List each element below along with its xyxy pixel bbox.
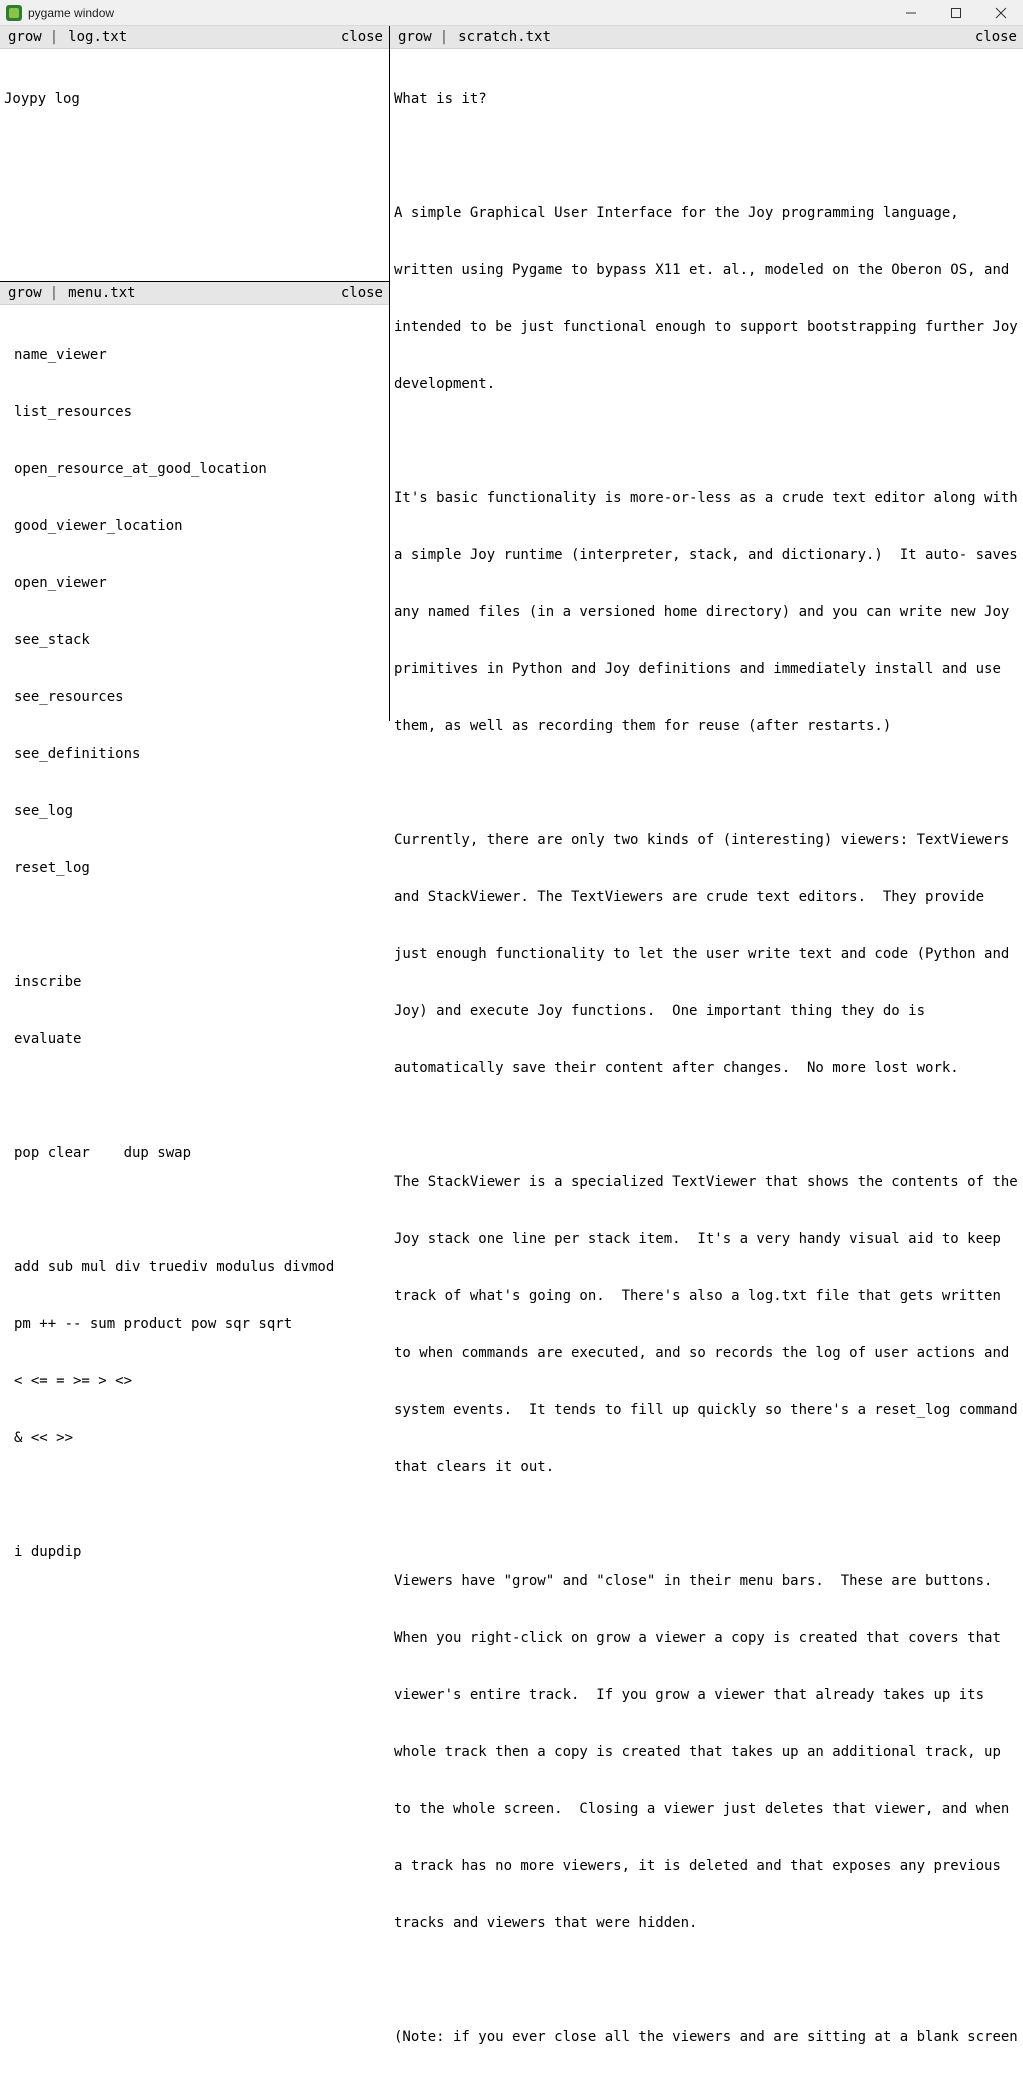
scratch-line: any named files (in a versioned home directory) and you can write new Joy — [394, 604, 1010, 620]
scratch-line: (Note: if you ever close all the viewers and are sitting at a blank screen — [394, 2029, 1018, 2045]
scratch-line: them, as well as recording them for reuse (after restarts.) — [394, 718, 892, 734]
grow-button-scratch[interactable]: grow — [398, 29, 432, 45]
scratch-line: tracks and viewers that were hidden. — [394, 1915, 698, 1931]
scratch-line: viewer's entire track. If you grow a viewer that already takes up its — [394, 1687, 985, 1703]
menu-separator-scratch: | — [439, 29, 449, 45]
viewer-log[interactable] — [0, 26, 389, 282]
menu-blank-line — [14, 1087, 385, 1106]
scratch-line: just enough functionality to let the user write text and code (Python and — [394, 946, 1010, 962]
viewer-scratch-body[interactable] — [390, 49, 1023, 2085]
menu-command-combinators[interactable]: i dupdip — [14, 1544, 82, 1560]
viewer-log-menubar[interactable] — [0, 26, 389, 49]
viewer-menu-body[interactable] — [0, 305, 389, 1600]
viewer-menu[interactable] — [0, 282, 389, 1560]
scratch-blank-line — [394, 774, 1019, 793]
scratch-line: Joy stack one line per stack item. It's a very handy visual aid to keep — [394, 1231, 1001, 1247]
menu-command-name-viewer[interactable]: name_viewer — [14, 347, 107, 363]
window-controls — [888, 0, 1023, 25]
menu-command-open-resource-at-good-location[interactable]: open_resource_at_good_location — [14, 461, 267, 477]
scratch-line: to the whole screen. Closing a viewer just deletes that viewer, and when — [394, 1801, 1010, 1817]
menu-command-math-ops-2[interactable]: pm ++ -- sum product pow sqr sqrt — [14, 1316, 293, 1332]
menu-blank-line — [14, 1486, 385, 1505]
scratch-line: a track has no more viewers, it is deleted and that exposes any previous — [394, 1858, 1001, 1874]
scratch-line: Currently, there are only two kinds of (interesting) viewers: TextViewers — [394, 832, 1010, 848]
scratch-line: What is it? — [394, 91, 487, 107]
scratch-line: and StackViewer. The TextViewers are crude text editors. They provide — [394, 889, 985, 905]
close-icon[interactable] — [978, 0, 1023, 25]
scratch-line: written using Pygame to bypass X11 et. al., modeled on the Oberon OS, and — [394, 262, 1010, 278]
scratch-blank-line — [394, 1116, 1019, 1135]
grow-button-menu[interactable]: grow — [8, 285, 42, 301]
scratch-line: The StackViewer is a specialized TextViewer that shows the contents of the — [394, 1174, 1018, 1190]
scratch-line: automatically save their content after changes. No more lost work. — [394, 1060, 959, 1076]
scratch-line: to when commands are executed, and so records the log of user actions and — [394, 1345, 1010, 1361]
track-divider-horizontal — [0, 281, 389, 282]
scratch-line: that clears it out. — [394, 1459, 555, 1475]
scratch-line: intended to be just functional enough to support bootstrapping further Joy — [394, 319, 1018, 335]
scratch-blank-line — [394, 1515, 1019, 1534]
scratch-line: a simple Joy runtime (interpreter, stack, and dictionary.) It auto- saves — [394, 547, 1018, 563]
close-button-log[interactable]: close — [340, 29, 383, 45]
grow-button-log[interactable]: grow — [8, 29, 42, 45]
scratch-line: development. — [394, 376, 496, 392]
close-button-scratch[interactable]: close — [974, 29, 1017, 45]
scratch-line: Joy) and execute Joy functions. One important thing they do is — [394, 1003, 926, 1019]
viewer-scratch-filename: scratch.txt — [458, 29, 551, 45]
menu-separator-log: | — [49, 29, 59, 45]
viewer-menu-filename: menu.txt — [68, 285, 136, 301]
scratch-blank-line — [394, 432, 1019, 451]
viewer-log-body[interactable] — [0, 49, 389, 147]
scratch-line: When you right-click on grow a viewer a copy is created that covers that — [394, 1630, 1001, 1646]
menu-blank-line — [14, 1201, 385, 1220]
menu-command-good-viewer-location[interactable]: good_viewer_location — [14, 518, 183, 534]
menu-separator-menu: | — [49, 285, 59, 301]
scratch-line: whole track then a copy is created that takes up an additional track, up — [394, 1744, 1001, 1760]
menu-command-see-stack[interactable]: see_stack — [14, 632, 90, 648]
viewer-log-filename: log.txt — [68, 29, 128, 45]
scratch-line: Viewers have "grow" and "close" in their menu bars. These are buttons. — [394, 1573, 993, 1589]
close-button-menu[interactable]: close — [340, 285, 383, 301]
menu-command-see-resources[interactable]: see_resources — [14, 689, 124, 705]
menu-command-see-log[interactable]: see_log — [14, 803, 74, 819]
menu-command-math-ops[interactable]: add sub mul div truediv modulus divmod — [14, 1259, 335, 1275]
menu-command-inscribe[interactable]: inscribe — [14, 974, 82, 990]
scratch-line: primitives in Python and Joy definitions and immediately install and use — [394, 661, 1001, 677]
menu-command-comparison-ops[interactable]: < <= = >= > <> — [14, 1373, 133, 1389]
pygame-surface[interactable] — [0, 26, 1023, 2045]
scratch-line: system events. It tends to fill up quickly so there's a reset_log command — [394, 1402, 1018, 1418]
log-line: Joypy log — [4, 91, 80, 107]
viewer-scratch[interactable] — [390, 26, 1023, 2045]
menu-blank-line — [14, 916, 385, 935]
window-titlebar — [0, 0, 1023, 26]
viewer-scratch-menubar[interactable] — [390, 26, 1023, 49]
maximize-icon[interactable] — [933, 0, 978, 25]
menu-command-stack-ops[interactable]: pop clear dup swap — [14, 1145, 192, 1161]
menu-command-list-resources[interactable]: list_resources — [14, 404, 133, 420]
scratch-line: It's basic functionality is more-or-less as a crude text editor along with — [394, 490, 1018, 506]
scratch-blank-line — [394, 1971, 1019, 1990]
menu-command-bitwise-ops[interactable]: & << >> — [14, 1430, 74, 1446]
window-title: pygame window — [28, 5, 115, 20]
scratch-line: track of what's going on. There's also a log.txt file that gets written — [394, 1288, 1001, 1304]
menu-command-reset-log[interactable]: reset_log — [14, 860, 90, 876]
scratch-line: A simple Graphical User Interface for the Joy programming language, — [394, 205, 959, 221]
viewer-menu-menubar[interactable] — [0, 282, 389, 305]
pygame-icon — [6, 5, 22, 21]
minimize-icon[interactable] — [888, 0, 933, 25]
menu-command-see-definitions[interactable]: see_definitions — [14, 746, 141, 762]
menu-command-evaluate[interactable]: evaluate — [14, 1031, 82, 1047]
track-divider-vertical — [389, 26, 390, 721]
menu-command-open-viewer[interactable]: open_viewer — [14, 575, 107, 591]
scratch-blank-line — [394, 147, 1019, 166]
